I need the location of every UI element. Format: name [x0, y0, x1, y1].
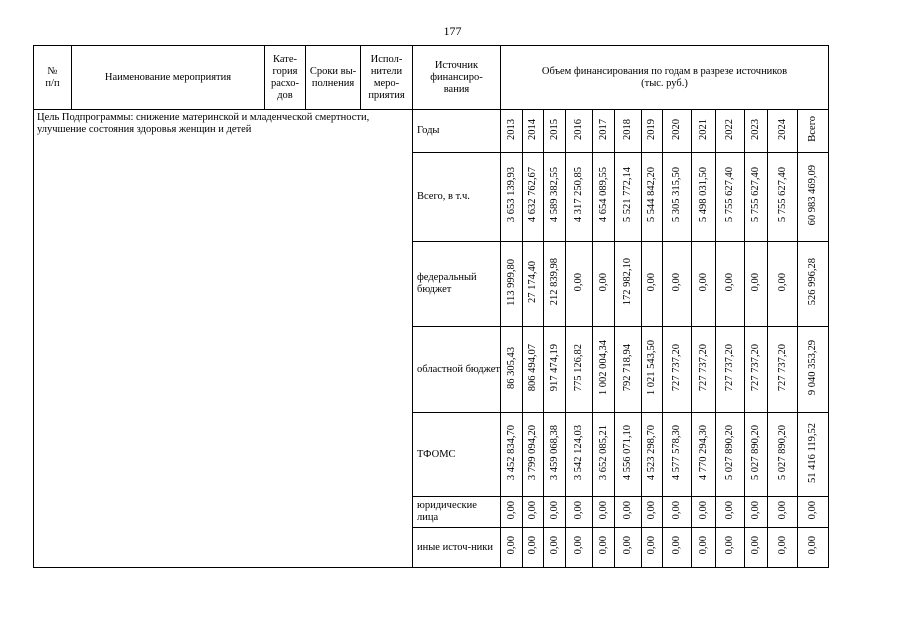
- financing-table: [33, 45, 829, 568]
- year-cell: [692, 110, 716, 153]
- value-cell-text: 0,00: [597, 272, 609, 292]
- value-cell: [523, 413, 544, 497]
- value-cell: [566, 327, 593, 413]
- value-cell-text: 3 652 085,21: [597, 424, 609, 481]
- value-cell-text: 806 494,07: [527, 343, 538, 392]
- value-cell: [501, 153, 523, 242]
- value-cell: [642, 497, 663, 528]
- value-cell-text: 0,00: [671, 500, 682, 520]
- value-cell: [501, 413, 523, 497]
- value-cell: [663, 528, 692, 568]
- value-cell: [544, 327, 566, 413]
- value-cell: [716, 497, 745, 528]
- years-row: [34, 110, 829, 153]
- source-cell: юридические лица: [413, 497, 501, 528]
- year-cell-text: 2023: [750, 118, 761, 140]
- value-cell: [642, 413, 663, 497]
- header-terms: Сроки вы- полнения: [306, 46, 361, 110]
- value-cell: [692, 413, 716, 497]
- value-cell-text: 0,00: [807, 500, 818, 520]
- value-cell: [798, 242, 829, 327]
- years-label: Годы: [413, 110, 501, 153]
- value-cell: [768, 528, 798, 568]
- year-cell: [798, 110, 829, 153]
- value-cell: [768, 153, 798, 242]
- value-cell: [642, 327, 663, 413]
- value-cell-text: 0,00: [597, 536, 609, 555]
- value-cell-text: 0,00: [776, 536, 788, 555]
- value-cell: [566, 242, 593, 327]
- value-cell-text: 3 799 094,20: [527, 424, 538, 481]
- value-cell: [566, 528, 593, 568]
- value-cell: [798, 153, 829, 242]
- value-cell-text: 792 718,94: [622, 343, 633, 392]
- value-cell-text: 0,00: [622, 536, 633, 555]
- value-cell: [745, 153, 768, 242]
- value-cell: [745, 242, 768, 327]
- value-cell: [663, 497, 692, 528]
- value-cell-text: 5 755 627,40: [750, 167, 761, 223]
- value-cell: [716, 242, 745, 327]
- value-cell: [798, 327, 829, 413]
- value-cell-text: 60 983 469,09: [807, 164, 818, 226]
- year-cell-text: 2022: [724, 118, 735, 140]
- year-cell: [716, 110, 745, 153]
- value-cell-text: 4 523 298,70: [646, 424, 657, 481]
- value-cell-text: 526 996,28: [807, 258, 818, 306]
- value-cell-text: 0,00: [527, 500, 538, 520]
- value-cell: [566, 413, 593, 497]
- value-cell-text: 4 654 089,55: [597, 167, 609, 223]
- value-cell-text: 5 027 890,20: [724, 424, 735, 481]
- value-cell: [501, 497, 523, 528]
- value-cell: [501, 528, 523, 568]
- value-cell: [523, 528, 544, 568]
- source-cell: федеральный бюджет: [413, 242, 501, 327]
- value-cell: [663, 327, 692, 413]
- year-cell-text: 2019: [646, 118, 657, 140]
- value-cell: [768, 413, 798, 497]
- year-cell-text: 2017: [597, 118, 609, 140]
- value-cell-text: 0,00: [807, 536, 818, 555]
- year-cell-text: 2021: [697, 118, 709, 140]
- value-cell: [716, 413, 745, 497]
- value-cell: [593, 153, 615, 242]
- header-source: Источник финансиро- вания: [413, 46, 501, 110]
- value-cell: [745, 528, 768, 568]
- value-cell: [615, 528, 642, 568]
- value-cell: [716, 153, 745, 242]
- header-row: [34, 46, 829, 110]
- value-cell-text: 4 556 071,10: [622, 424, 633, 481]
- header-executors: Испол- нители меро- приятия: [361, 46, 413, 110]
- value-cell-text: 0,00: [646, 500, 657, 520]
- value-cell: [642, 242, 663, 327]
- value-cell: [501, 327, 523, 413]
- value-cell-text: 0,00: [724, 536, 735, 555]
- value-cell: [615, 242, 642, 327]
- value-cell-text: 0,00: [622, 500, 633, 520]
- value-cell-text: 727 737,20: [671, 343, 682, 392]
- value-cell-text: 0,00: [646, 272, 657, 292]
- value-cell: [615, 497, 642, 528]
- header-category: Кате- гория расхо- дов: [265, 46, 306, 110]
- year-cell-text: 2015: [548, 118, 560, 140]
- value-cell-text: 0,00: [646, 536, 657, 555]
- value-cell-text: 0,00: [505, 500, 517, 520]
- year-cell-text: 2024: [776, 118, 788, 140]
- value-cell: [642, 153, 663, 242]
- value-cell-text: 5 755 627,40: [776, 167, 788, 223]
- year-cell-text: 2014: [527, 118, 538, 140]
- header-name: Наименование мероприятия: [72, 46, 265, 110]
- year-cell-text: 2020: [671, 118, 682, 140]
- value-cell: [692, 327, 716, 413]
- value-cell: [642, 528, 663, 568]
- value-cell-text: 0,00: [573, 500, 584, 520]
- value-cell-text: 3 459 068,38: [548, 424, 560, 481]
- value-cell-text: 727 737,20: [697, 343, 709, 392]
- year-cell: [642, 110, 663, 153]
- year-cell: [593, 110, 615, 153]
- value-cell: [593, 528, 615, 568]
- value-cell-text: 0,00: [697, 272, 709, 292]
- value-cell: [523, 153, 544, 242]
- value-cell-text: 1 002 004,34: [597, 339, 609, 396]
- value-cell-text: 212 839,98: [548, 258, 560, 306]
- value-cell-text: 0,00: [505, 536, 517, 555]
- value-cell-text: 0,00: [776, 500, 788, 520]
- year-cell-text: 2018: [622, 118, 633, 140]
- value-cell-text: 4 632 762,67: [527, 167, 538, 223]
- value-cell: [798, 528, 829, 568]
- value-cell: [523, 242, 544, 327]
- value-cell: [663, 242, 692, 327]
- value-cell-text: 9 040 353,29: [807, 339, 818, 396]
- value-cell-text: 5 027 890,20: [776, 424, 788, 481]
- value-cell-text: 51 416 119,52: [807, 422, 818, 483]
- year-cell: [566, 110, 593, 153]
- value-cell: [663, 153, 692, 242]
- page-number: 177: [443, 24, 462, 38]
- value-cell-text: 727 737,20: [776, 343, 788, 392]
- value-cell-text: 0,00: [697, 500, 709, 520]
- header-num: № п/п: [34, 46, 72, 110]
- value-cell-text: 27 174,40: [527, 261, 538, 303]
- year-cell: [501, 110, 523, 153]
- value-cell: [544, 242, 566, 327]
- value-cell: [544, 153, 566, 242]
- value-cell-text: 0,00: [671, 272, 682, 292]
- value-cell-text: 0,00: [724, 272, 735, 292]
- value-cell: [544, 413, 566, 497]
- value-cell-text: 4 770 294,30: [697, 424, 709, 481]
- value-cell-text: 5 498 031,50: [697, 167, 709, 223]
- value-cell-text: 3 542 124,03: [573, 424, 584, 481]
- source-cell: областной бюджет: [413, 327, 501, 413]
- value-cell-text: 0,00: [750, 272, 761, 292]
- source-cell: Всего, в т.ч.: [413, 153, 501, 242]
- value-cell: [615, 153, 642, 242]
- year-cell-text: 2016: [573, 118, 584, 140]
- value-cell: [615, 413, 642, 497]
- value-cell-text: 172 982,10: [622, 258, 633, 306]
- value-cell-text: 113 999,80: [505, 258, 517, 306]
- value-cell-text: 3 452 834,70: [505, 424, 517, 481]
- value-cell-text: 727 737,20: [750, 343, 761, 392]
- value-cell: [768, 497, 798, 528]
- value-cell: [745, 413, 768, 497]
- value-cell-text: 0,00: [548, 500, 560, 520]
- value-cell: [768, 327, 798, 413]
- value-cell-text: 86 305,43: [505, 346, 517, 389]
- value-cell-text: 5 755 627,40: [724, 167, 735, 223]
- value-cell-text: 727 737,20: [724, 343, 735, 392]
- value-cell: [692, 153, 716, 242]
- value-cell-text: 0,00: [573, 536, 584, 555]
- value-cell: [523, 327, 544, 413]
- value-cell-text: 5 521 772,14: [622, 167, 633, 223]
- value-cell-text: 0,00: [697, 536, 709, 555]
- value-cell-text: 0,00: [597, 500, 609, 520]
- value-cell: [692, 242, 716, 327]
- value-cell: [615, 327, 642, 413]
- value-cell: [716, 528, 745, 568]
- goal-cell: Цель Подпрограммы: снижение материнской и младенческой смертности, улучшение состояния здоровья женщин и детей: [34, 110, 413, 568]
- value-cell-text: 3 653 139,93: [505, 167, 517, 223]
- value-cell: [745, 497, 768, 528]
- value-cell-text: 4 577 578,30: [671, 424, 682, 481]
- value-cell: [566, 153, 593, 242]
- value-cell: [593, 327, 615, 413]
- value-cell: [692, 528, 716, 568]
- value-cell: [745, 327, 768, 413]
- value-cell: [501, 242, 523, 327]
- value-cell-text: 0,00: [724, 500, 735, 520]
- value-cell-text: 5 027 890,20: [750, 424, 761, 481]
- year-cell: [615, 110, 642, 153]
- year-cell-text: 2013: [505, 118, 517, 140]
- value-cell: [593, 497, 615, 528]
- value-cell-text: 5 305 315,50: [671, 167, 682, 223]
- value-cell: [692, 497, 716, 528]
- value-cell-text: 0,00: [776, 272, 788, 292]
- value-cell-text: 0,00: [548, 536, 560, 555]
- value-cell-text: 917 474,19: [548, 343, 560, 392]
- year-cell: [745, 110, 768, 153]
- value-cell: [523, 497, 544, 528]
- value-cell: [798, 413, 829, 497]
- value-cell-text: 0,00: [750, 536, 761, 555]
- value-cell-text: 0,00: [573, 272, 584, 292]
- value-cell: [566, 497, 593, 528]
- value-cell: [798, 497, 829, 528]
- value-cell-text: 4 317 250,85: [573, 167, 584, 223]
- value-cell: [716, 327, 745, 413]
- value-cell-text: 0,00: [671, 536, 682, 555]
- value-cell: [544, 497, 566, 528]
- value-cell-text: 0,00: [527, 536, 538, 555]
- value-cell-text: 4 589 382,55: [548, 167, 560, 223]
- value-cell: [593, 242, 615, 327]
- source-cell: иные источ-ники: [413, 528, 501, 568]
- value-cell-text: 775 126,82: [573, 343, 584, 392]
- value-cell: [768, 242, 798, 327]
- value-cell: [544, 528, 566, 568]
- year-cell: [663, 110, 692, 153]
- value-cell-text: 0,00: [750, 500, 761, 520]
- year-cell: [523, 110, 544, 153]
- value-cell-text: 1 021 543,50: [646, 339, 657, 396]
- value-cell: [663, 413, 692, 497]
- year-cell: [768, 110, 798, 153]
- source-cell: ТФОМС: [413, 413, 501, 497]
- value-cell-text: 5 544 842,20: [646, 167, 657, 223]
- value-cell: [593, 413, 615, 497]
- year-cell-text: Всего: [807, 116, 818, 142]
- header-volume: Объем финансирования по годам в разрезе источников (тыс. руб.): [501, 46, 829, 110]
- year-cell: [544, 110, 566, 153]
